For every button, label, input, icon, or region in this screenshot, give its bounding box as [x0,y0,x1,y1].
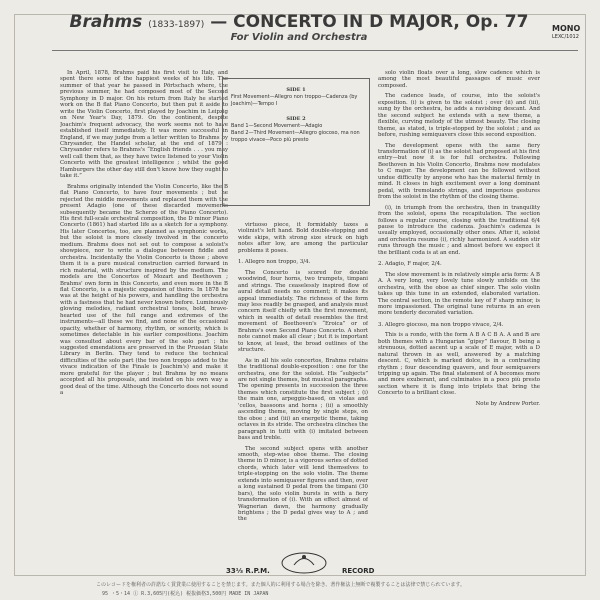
liner-paragraph: The second subject opens with another smooth, step-wise oboe theme. The closing theme in D minor, is a vigorous series of dotted chords, which later will lend themselves to triple-stopping on the solo violin. The theme extends into semiquaver figures and then, over a long sustained D pedal from the timpani (30 bars), the solo violin bursts in with a fiery transformation of (i). With an effect almost of Wagnerian dawn, the harmony gradually brightens ; the D pedal gives way to A ; and the [238,445,368,523]
rpm-label: 33⅓ R.P.M. [226,567,270,575]
copyright-notice: このレコードを権利者の許諾なく賃貸業に使用することを禁じます。また個人的に利用する場合を除き、著作権法上無断で複製することは法律で禁じられています。 [96,582,466,588]
liner-paragraph: (i), in triumph from the orchestra, then in tranquility from the soloist, opens the recapitulation. The section follows a regular course, closing with the traditional 6/4 pause to introduce the cadenza. Joachim's cadenza is usually employed, occasionally other ones. After it, soloist and orchestra resume (i), richly harmonized. A sudden stir runs through the music ; and almost before we expect it the brilliant coda is at an end. [378,204,540,256]
composer-name: Brahms [69,12,143,32]
liner-paragraph: The Concerto is scored for double woodwind, four horns, two trumpets, timpani and strings. The ceaselessly inspired flow of aural detail needs no comment; it makes its appeal immediately. The richness of the form may less readily be grasped, and analysis must concern itself chiefly with the first movement, which in wealth of detail resembles the first movement of Beethoven's “Eroica” or of Brahms's own Second Piano Concerto. A short note cannot make all clear ; but it is important to know, at least, the broad outlines of the structure. [238,269,368,354]
movement-heading: 2. Adagio, F major, 2/4. [378,261,442,268]
mono-label: MONO [552,24,581,33]
side-1-track: First Movement—Allegro non troppo—Cadenza (by Joachim)—Tempo I [231,94,358,107]
record-label: RECORD [342,567,375,575]
liner-paragraph: The slow movement is in relatively simple aria form: A B A. A very long, very lovely tune slowly unfolds on the orchestra, with the oboe as chief singer. The solo violin takes up this tune in an extended, elaborated variation. The central section, in the remote key of F sharp minor, is more impassioned. The original tune returns in an even more tenderly decorated variation. [378,271,540,317]
liner-paragraph: In April, 1878, Brahms paid his first visit to Italy, and spent there some of the happiest weeks of his life. The summer of that year he passed in Pörtschach where, the previous summer, he had composed most of the Second Symphony in D major. On his return from Italy he started work on the B flat Piano Concerto, but then put it aside to write the Violin Concerto, first played by Joachim in Leipzig on New Year's Day, 1879. On the continent, despite Joachim's frequent advocacy, the work seems not to have established itself immediately. It was more successful in England, if we may judge from a letter written to Brahms by Chrysander, the Handel scholar, at the end of 1879 : Chrysander refers to Brahms's “English friends . . . you may well call them that, as they have twice listened to your Violin Concerto with the greatest intelligence ; whilst the good Hamburgers the other day still don't know how they ought to take it.” [60,70,228,180]
liner-paragraph: The cadence leads, of course, into the soloist's exposition. (i) is given to the soloist ; over (ii) and (iii), sung by the orchestra, he adds a ravishing descant. And the second subject he extends with a new theme, a flexible, curving melody of the utmost beauty. The closing theme, as stated, is triple-stopped by the soloist ; and as before, rushing semiquavers close this second exposition. [378,93,540,139]
liner-paragraph: This is a rondo, with the form A B A C B A. A and B are both themes with a Hungarian “gipsy” flavour, B being a strenuous, dotted ascent up a scale of E major, with a D natural thrown in as well, answered by a matching descent. C, which is marked dolce, is in a contrasting rhythm ; four descending quavers, and four semiquavers tripping up again. The final statement of A becomes more and more exuberant, and culminates in a poco più presto section where it is flung into triplets that bring the Concerto to a brilliant close. [378,332,540,397]
work-title: — CONCERTO IN D MAJOR, Op. 77 [210,12,529,32]
note-credit: Note by Andrew Porter. [475,400,540,407]
side-2-heading: SIDE 2 [286,116,306,122]
catalog-number: LEXC/1012 [552,34,579,40]
price-code: 95 ・5・14 ① R.3,605円(税込) 税抜価格3,500円 MADE IN JAPAN [102,591,269,597]
liner-paragraph: As in all his solo concertos, Brahms retains the traditional double-exposition : one for the orchestra, one for the soloist. His “subjects” are not single themes, but musical paragraphs. The opening presents in succession the three themes which constitute the first subject ; (i) the main one, arpeggio-based, on violas and 'cellos, bassoons and horns ; (ii) a smoothly ascending theme, moving by single steps, on the oboe ; and (iii) an energetic theme, taking octaves in its stride. The orchestra clinches the paragraph in tutti with (i) imitated between bass and treble. [238,357,368,442]
liner-paragraph: virtuoso piece, it formidably taxes a violinist's left hand. Bold double-stopping and wide skips, with strong size struck on high notes after low, are among the particular problems it poses. [238,222,368,254]
side-1-heading: SIDE 1 [286,87,306,93]
subtitle: For Violin and Orchestra [230,32,368,43]
page-title [64,12,534,32]
liner-notes-column-2 [238,222,368,542]
track-listing-box [222,78,370,206]
side-2-track-2: Band 2—Third Movement—Allegro giocoso, ma non troppo vivace—Poco più presto [231,130,360,143]
movement-heading: 3. Allegro giocoso, ma non troppo vivace, 2/4. [378,321,504,328]
composer-years: (1833-1897) [148,20,205,30]
liner-notes-column-3 [378,70,540,530]
header-divider [52,50,578,51]
liner-paragraph: The development opens with the same fiery transformation of (i) as the soloist had proposed at his first entry—but now it is for full orchestra. Following Beethoven in his Violin Concerto, Brahms now modulates to C major. The development can be followed without undue difficulty by anyone who has the material firmly in mind. It closes in high excitement over a long dominant pedal, with tremolando strings, and imperious gestures from the soloist in the rhythm of the closing theme. [378,142,540,201]
liner-paragraph: Brahms originally intended the Violin Concerto, like the B flat Piano Concerto, to have four movements ; but he rejected the middle movements and replaced them with the present Adagio (one of these discarded movements subsequently became the Scherzo of the Piano Concerto). His first full-scale orchestral composition, the D minor Piano Concerto (1861) had started life as a sketch for a symphony. His later Concertos, too, are planned as symphonic works, but the soloist is more closely involved in the concerto medium. Brahms does not set out to compose a soloist's showpiece, nor to write a dialogue between fiddle and orchestra. Incidentally the Violin Concerto is those ; above them it is a pure musical construction carried forward in rich material, with structure inspired by the medium. The models are the Concertos of Mozart and Beethoven ; Brahms' own form in this Concerto, and even more in the B flat Concerto, is a majestic expansion of theirs. In 1878 he was at the height of his powers, and handling the orchestra with a fastness that he had never known before. Luminously glowing melodies, radiant orchestral tones, bold, brave-hearted use of the full range and extremes of the instruments—all these we find, and none of the occasional opacity, whether of harmony, rhythm, or sonority, which is sometimes detectable in his earlier compositions. Joachim was consulted about every bar of the solo part ; his suggested emendations are preserved in the Prussian State Library in Berlin. They tend to reduce the technical difficulties of the solo part (the two non troppo added to the vivace indication of the Finale is Joachim's) and make it more grateful for the player ; but Brahms by no means accepted all his proposals, and insisted on his own way a good deal of the time. Although the Concerto does not sound a [60,183,228,397]
liner-notes-column-1 [60,70,228,590]
side-2-track-1: Band 1—Second Movement—Adagio [231,123,323,129]
movement-heading: 1. Allegro non troppo, 3/4. [238,259,311,266]
liner-paragraph: solo violin floats over a long, slow cadence which is among the most beautiful passages of music ever composed. [378,70,540,89]
